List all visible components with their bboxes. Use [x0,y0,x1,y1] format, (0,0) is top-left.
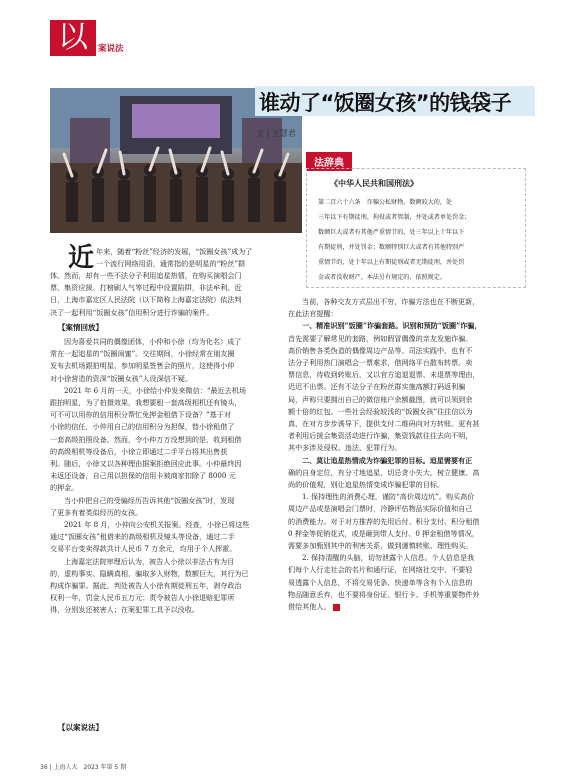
text-line: 跟拍明星，为了拍摄效果，我想要租一套高级相机还有镜头， [50,398,242,408]
text-line: 尚的价值观，别让追星热情变成诈骗犯罪的目标。 [288,480,445,490]
text-line: 小徐的信任，小仲用自己的信用积分为担保，替小徐租借了 [50,422,235,432]
text-line: 通过“饭圈女孩”租借来的高级相机及镜头等设备，通过二手 [50,532,235,542]
text-line: 的押金。 [50,483,79,493]
text-line: 可不可以用你的信用积分帮忙免押金租借下设备？”基于对 [50,410,231,420]
intro-paragraph [50,270,312,319]
text-line: 利。随后，小徐又以各种理由据案拒绝回应此事。小仲最终因 [50,459,242,469]
text-line: 局，声称只要拥出自己的微信账户余额截图，就可以领到余 [288,394,473,404]
end-mark-icon [333,604,340,611]
text-line: 日，上海市嘉定区人民法院（以下简称上海嘉定法院）依法判 [50,295,242,305]
law-explanation-heading: 【以案说法】 [58,723,103,732]
text-line: 权利一年，罚金人民币五万元；责令被告人小徐退赔犯罪所 [50,593,235,603]
text-line: 当前，各种交友方式层出不穷，诈骗方法也在不断更新， [302,297,480,306]
text-line: 易透露个人信息，不将交易凭条、快递单等含有个人信息的 [288,577,473,587]
text-line: 0 押金等促销花式，或是砸到带人支付、0 押金租借等情况， [288,528,479,538]
law-dictionary-tag: 法辞典 [306,152,352,171]
text-fragment: 借给其他人。 [288,602,331,612]
text-line: 额十倍的红包。一些社会经验较浅的“饭圈女孩”往往信以为 [288,406,473,416]
text-line: 确的自身定位，有分寸地追星，切忌贪小失大。树立健康、高 [288,467,480,477]
text-line: 年来，随着“粉丝”经济的发展，“饭圈女孩”成为了 [96,247,253,256]
text-line: 真，在对方步步诱导下，提供支付二维码向对方转账。更有甚 [288,419,480,429]
text-line: 对小徐营造的资深“饭圈女孩”人设深信不疑。 [50,373,193,383]
text-line: 2. 保持清醒的头脑，切勿泄露个人信息。个人信息是我 [302,553,475,563]
text-line [288,601,524,613]
text-line: 在此法官提醒： [288,309,338,319]
text-line: 需要多加甄别其中的利害关系，做到谨慎转账、理性购买。 [288,541,473,551]
text-line: 一套高级拍照设备。然而，令小仲万万没想到的是，收到租借 [50,434,242,444]
law-line: 三年以下有期徒刑、拘役或者管制，并处或者单处罚金； [318,214,471,221]
text-line: 决了一起利用“饭圈女孩”信用积分进行诈骗的案件。 [50,307,214,317]
law-line: 金或者没收财产。本法另有规定的，依照规定。 [318,274,446,281]
text-line: 2021 年 8 月，小仲向公安机关报案。经查，小徐已将这些 [64,520,250,530]
text-line: 上海嘉定法院审理后认为，被告人小徐以非法占有为目 [64,556,235,566]
text-line: 常在一起追星的“饭圈闺蜜”。交往期间，小徐经常在朋友圈 [50,349,235,359]
case-paragraphs [50,336,312,617]
page-footer: 36 | 上海人大 2023 年第 5 期 [40,764,127,771]
law-line: 第二百六十六条 诈骗公私财物，数额较大的，处 [318,199,453,206]
text-line: 高价销售各类伪造的偶像周边产品等。司法实践中，也有不 [288,345,473,355]
text-line: 了更多有着类似经历的女孩。 [50,507,143,517]
text-line: 的，虚构事实、隐瞒真相，骗取多人财物，数额巨大，其行为已 [50,568,249,578]
right-column-text [288,296,524,613]
column-label: 案说法 [98,44,124,54]
text-line: 构成诈骗罪。据此，判处被告人小徐有期徒刑五年，剥夺政治 [50,581,242,591]
text-line: 其中多涉及侵权、违法、犯罪行为。 [288,443,402,453]
text-line: 当小仲把自己的受骗经历告诉其他“饭圈女孩”时，发现 [64,495,235,505]
text-line: 二、莫让追星热情成为诈骗犯罪的目标。追星需要有正 [302,455,473,465]
law-line: 重情节的，处十年以上有期徒刑或者无期徒刑，并处罚 [318,259,465,266]
text-line: 一个流行网络用语，通常指的是明星的“粉丝”群 [96,259,246,269]
intro-lead [96,246,316,270]
text-line: 们每个人行走社会的名片和通行证，在网络社交中，不要轻 [288,565,473,575]
law-line: 有期徒刑，并处罚金；数额特别巨大或者有其他特别严 [318,244,465,251]
article-title-banner [255,86,535,116]
text-line: 的消费能力。对于对方推荐的先用后付、积分支付、积分租借 [288,516,480,526]
text-line: 法分子利用热门演唱会一票难求，借网络平台散布转票、卖 [288,358,473,368]
text-line: 1. 保持理性的消费心理，谨防“高价周边坑”。购买高价 [302,492,475,502]
text-line: 因为喜爱共同的偶像团体，小仲和小徐（均为化名）成了 [64,337,242,346]
text-line: 的高级相机等设备后，小徐立即通过二手平台将其出售获 [50,446,228,456]
text-line: 物品随意丢弃，也不要将身份证、银行卡、手机等重要物件外 [288,589,480,599]
law-line: 数额巨大或者有其他严重情节的，处三年以上十年以下 [318,229,465,236]
text-line: 首先需要了解常见的套路，例如假冒偶像的亲友发施诈骗、 [288,333,473,343]
text-line: 体。然而，却有一些不法分子利用追星热情，在购买演唱会门 [50,271,242,280]
text-line: 周边产品或是演唱会门票时，冷静评估物品实际价值和自己 [288,504,473,514]
column-logo: 以 [50,20,96,56]
byline: 文 | 王慧君 [256,129,296,138]
text-line: 未返还设备，自己用以担保的信用卡被商家扣除了 8000 元 [50,471,236,481]
text-line: 票信息，待收到转账后，又以官方追退退票、未退票等理由， [288,370,480,380]
text-line: 迟迟不出票。还有不法分子在粉丝群实施高额打码返利骗 [288,382,466,392]
law-title: 《中华人民共和国刑法》 [330,178,418,188]
text-line: 一、精准识别“饭圈”诈骗套路。识别和预防“饭圈”诈骗， [302,321,482,331]
text-line: 发布去机场跟拍明星、参加明星签售会的照片，这使得小仲 [50,361,235,371]
text-line: 2021 年 6 月的一天，小徐给小仲发来微信：“最近去机场 [64,385,246,395]
case-heading: 【案情回放】 [58,323,103,332]
text-line: 票、集资应援、打榜刷人气等过程中设置陷阱，非法牟利。近 [50,283,242,293]
drop-cap: 近 [68,243,95,273]
article-title: 谁动了“饭圈女孩”的钱袋子 [259,91,512,115]
text-line: 交易平台变卖得款共计人民币 7 万余元，均用于个人挥霍。 [50,544,237,554]
text-line: 得，分别发还被害人；在案犯罪工具予以没收。 [50,605,199,615]
text-line: 者利用后援会集资活动进行诈骗，集资钱款往往去向不明， [288,431,473,441]
